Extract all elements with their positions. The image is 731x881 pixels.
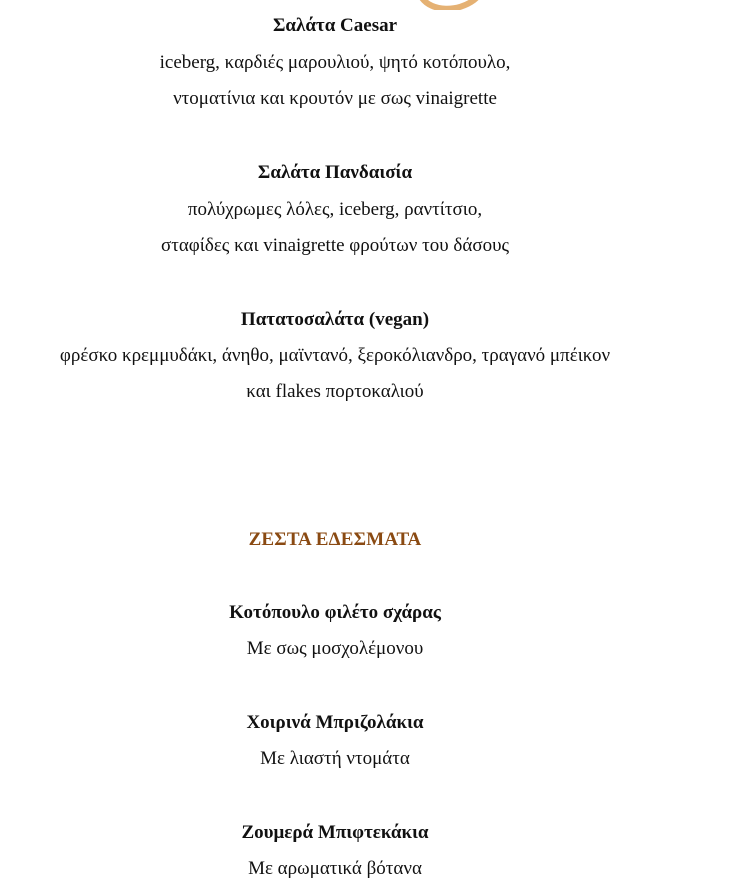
potato-salad-description-line-1: φρέσκο κρεμμυδάκι, άνηθο, μαϊντανό, ξεροκόλιανδρο, τραγανό μπέικον (59, 345, 611, 366)
hot-item-burger-patties-title: Ζουμερά Μπιφτεκάκια (241, 822, 429, 843)
hot-item-chicken-description: Με σως μοσχολέμονου (246, 638, 424, 659)
salad-caesar-description-line-2: ντοματίνια και κρουτόν με σως vinaigrette (173, 88, 497, 109)
decorative-logo-swirl (418, 0, 488, 10)
salad-caesar-title: Σαλάτα Caesar (272, 15, 398, 36)
salad-pandaisia-description-line-1: πολύχρωμες λόλες, iceberg, ραντίτσιο, (187, 199, 483, 220)
potato-salad-description-line-2: και flakes πορτοκαλιού (246, 381, 424, 402)
hot-item-chicken-title: Κοτόπουλο φιλέτο σχάρας (229, 602, 441, 623)
salad-pandaisia-title: Σαλάτα Πανδαισία (257, 162, 413, 183)
potato-salad-title: Πατατοσαλάτα (vegan) (240, 309, 430, 330)
hot-item-pork-chops-title: Χοιρινά Μπριζολάκια (246, 712, 424, 733)
hot-dishes-section-heading: ΖΕΣΤΑ ΕΔΕΣΜΑΤΑ (248, 529, 422, 550)
salad-caesar-description-line-1: iceberg, καρδιές μαρουλιού, ψητό κοτόπουλο, (159, 52, 511, 73)
salad-pandaisia-description-line-2: σταφίδες και vinaigrette φρούτων του δάσους (160, 235, 510, 256)
hot-item-burger-patties-description: Με αρωματικά βότανα (248, 858, 422, 879)
hot-item-pork-chops-description: Με λιαστή ντομάτα (260, 748, 410, 769)
